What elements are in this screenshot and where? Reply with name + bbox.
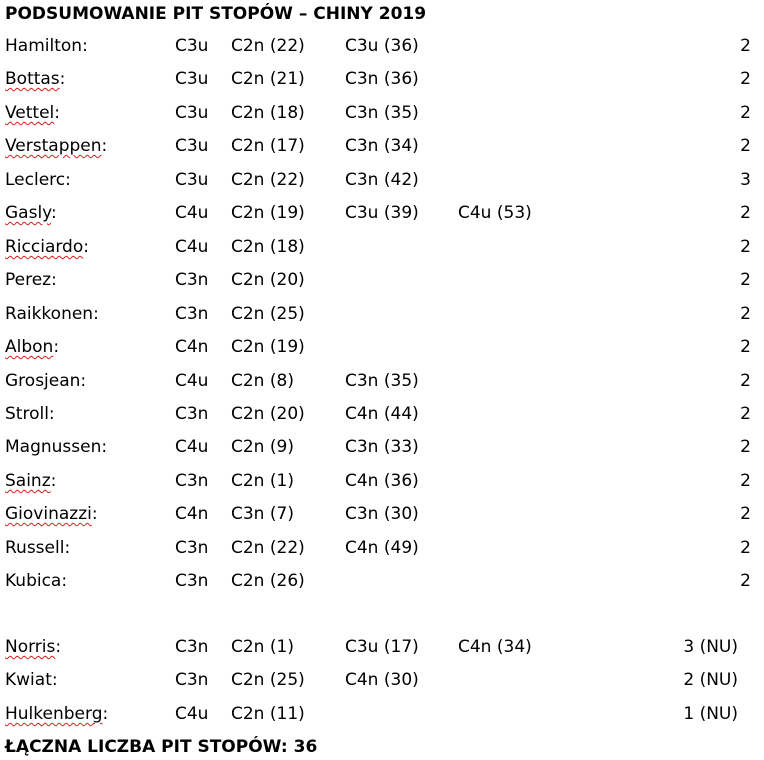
- driver-name-text: Kubica: [5, 571, 62, 591]
- driver-name-colon: :: [50, 471, 57, 491]
- stint-2: C2n (1): [231, 637, 294, 657]
- driver-name: [5, 469, 56, 493]
- driver-name-colon: :: [102, 704, 109, 724]
- stop-count: 2: [740, 136, 751, 156]
- driver-row: [5, 268, 757, 292]
- stop-count: 3: [740, 170, 751, 190]
- stint-2: C2n (18): [231, 237, 305, 257]
- driver-name: [5, 435, 107, 459]
- driver-name-text: Albon: [5, 337, 54, 357]
- stop-count: 2: [740, 203, 751, 223]
- driver-name: [5, 302, 99, 326]
- driver-name: [5, 402, 55, 426]
- driver-name: [5, 168, 71, 192]
- driver-name-text: Sainz: [5, 471, 51, 491]
- driver-row: [5, 101, 757, 125]
- driver-row: [5, 469, 757, 493]
- driver-name-text: Grosjean: [5, 371, 81, 391]
- compound-start: C3u: [175, 36, 209, 56]
- driver-name-text: Norris: [5, 637, 56, 657]
- stop-count: 2: [740, 237, 751, 257]
- stint-3: C3n (34): [345, 136, 419, 156]
- driver-row: [5, 702, 757, 726]
- driver-row: [5, 134, 757, 158]
- stop-count: 2: [740, 36, 751, 56]
- driver-name-colon: :: [55, 637, 62, 657]
- stint-3: C3n (35): [345, 371, 419, 391]
- stint-2: C2n (18): [231, 103, 305, 123]
- stint-2: C2n (11): [231, 704, 305, 724]
- driver-name-colon: :: [59, 69, 66, 89]
- driver-name-colon: :: [91, 504, 98, 524]
- compound-start: C4u: [175, 371, 209, 391]
- stint-2: C2n (26): [231, 571, 305, 591]
- document-title: PODSUMOWANIE PIT STOPÓW – CHINY 2019: [5, 4, 427, 24]
- stop-count: 3 (NU): [683, 637, 738, 657]
- document-page: [5, 0, 757, 760]
- driver-row: [5, 402, 757, 426]
- total-pit-stops: ŁĄCZNA LICZBA PIT STOPÓW: 36: [5, 737, 318, 757]
- driver-row: [5, 536, 757, 560]
- driver-name: [5, 702, 108, 726]
- compound-start: C4n: [175, 337, 209, 357]
- driver-name-text: Verstappen: [5, 136, 102, 156]
- driver-name: [5, 235, 89, 259]
- driver-name-text: Giovinazzi: [5, 504, 92, 524]
- compound-start: C3u: [175, 136, 209, 156]
- driver-name: [5, 34, 88, 58]
- driver-name: [5, 101, 60, 125]
- driver-row: [5, 302, 757, 326]
- compound-start: C3u: [175, 69, 209, 89]
- driver-name-text: Perez: [5, 270, 52, 290]
- driver-name: [5, 134, 107, 158]
- driver-name-colon: :: [83, 237, 89, 257]
- driver-name: [5, 335, 59, 359]
- driver-name-colon: :: [51, 670, 58, 690]
- driver-name-text: Leclerc: [5, 170, 66, 190]
- driver-row: [5, 435, 757, 459]
- driver-name: [5, 201, 57, 225]
- compound-start: C3u: [175, 170, 209, 190]
- stint-3: C3n (35): [345, 103, 419, 123]
- stop-count: 2: [740, 437, 751, 457]
- compound-start: C4u: [175, 237, 209, 257]
- stint-3: C4n (30): [345, 670, 419, 690]
- driver-row: [5, 335, 757, 359]
- stint-3: C3n (30): [345, 504, 419, 524]
- driver-name-text: Hulkenberg: [5, 704, 103, 724]
- driver-name: [5, 502, 98, 526]
- driver-name-text: Vettel: [5, 103, 55, 123]
- stop-count: 2: [740, 571, 751, 591]
- driver-name-colon: :: [48, 404, 55, 424]
- driver-row: [5, 67, 757, 91]
- stint-2: C3n (7): [231, 504, 294, 524]
- stop-count: 2: [740, 371, 751, 391]
- driver-name-text: Gasly: [5, 203, 51, 223]
- compound-start: C4u: [175, 704, 209, 724]
- stint-2: C2n (9): [231, 437, 294, 457]
- driver-name-text: Hamilton: [5, 36, 83, 56]
- driver-name: [5, 536, 70, 560]
- compound-start: C3n: [175, 637, 209, 657]
- stint-2: C2n (1): [231, 471, 294, 491]
- stop-count: 2: [740, 404, 751, 424]
- driver-row: [5, 569, 757, 593]
- stop-count: 1 (NU): [683, 704, 738, 724]
- stint-2: C2n (25): [231, 670, 305, 690]
- driver-row: [5, 34, 757, 58]
- stint-3: C3u (17): [345, 637, 419, 657]
- stop-count: 2: [740, 69, 751, 89]
- stint-2: C2n (20): [231, 270, 305, 290]
- driver-name-colon: :: [80, 371, 87, 391]
- stop-count: 2: [740, 270, 751, 290]
- stint-3: C4n (49): [345, 538, 419, 558]
- driver-name-text: Kwiat: [5, 670, 52, 690]
- driver-name-colon: :: [93, 304, 99, 324]
- stint-2: C2n (25): [231, 304, 305, 324]
- driver-name-colon: :: [101, 136, 108, 156]
- stint-3: C3n (33): [345, 437, 419, 457]
- driver-name-colon: :: [65, 170, 71, 190]
- stint-4: C4n (34): [458, 637, 532, 657]
- stint-2: C2n (19): [231, 337, 305, 357]
- compound-start: C3n: [175, 538, 209, 558]
- driver-name-text: Russell: [5, 538, 65, 558]
- compound-start: C3u: [175, 103, 209, 123]
- driver-name: [5, 268, 57, 292]
- driver-name-text: Raikkonen: [5, 304, 94, 324]
- driver-name-text: Bottas: [5, 69, 60, 89]
- driver-name: [5, 67, 65, 91]
- compound-start: C4u: [175, 203, 209, 223]
- stint-2: C2n (20): [231, 404, 305, 424]
- stop-count: 2: [740, 471, 751, 491]
- driver-name-text: Stroll: [5, 404, 49, 424]
- driver-name-colon: :: [61, 571, 68, 591]
- stint-2: C2n (8): [231, 371, 294, 391]
- stint-2: C2n (21): [231, 69, 305, 89]
- driver-row: [5, 369, 757, 393]
- stint-2: C2n (19): [231, 203, 305, 223]
- driver-row: [5, 668, 757, 692]
- compound-start: C4n: [175, 504, 209, 524]
- stint-2: C2n (17): [231, 136, 305, 156]
- compound-start: C3n: [175, 471, 209, 491]
- driver-row: [5, 502, 757, 526]
- stint-2: C2n (22): [231, 36, 305, 56]
- driver-name-text: Magnussen: [5, 437, 102, 457]
- stop-count: 2: [740, 304, 751, 324]
- stint-3: C3n (42): [345, 170, 419, 190]
- compound-start: C3n: [175, 571, 209, 591]
- driver-name-colon: :: [53, 337, 60, 357]
- stint-3: C4n (36): [345, 471, 419, 491]
- driver-name: [5, 569, 67, 593]
- stint-4: C4u (53): [458, 203, 532, 223]
- driver-row: [5, 235, 757, 259]
- compound-start: C4u: [175, 437, 209, 457]
- stint-3: C3u (36): [345, 36, 419, 56]
- driver-row: [5, 168, 757, 192]
- compound-start: C3n: [175, 304, 209, 324]
- stint-3: C3u (39): [345, 203, 419, 223]
- driver-row: [5, 201, 757, 225]
- driver-name-colon: :: [64, 538, 71, 558]
- driver-row: [5, 635, 757, 659]
- driver-name-colon: :: [82, 36, 88, 56]
- stop-count: 2: [740, 504, 751, 524]
- stint-2: C2n (22): [231, 538, 305, 558]
- stint-3: C3n (36): [345, 69, 419, 89]
- driver-name-colon: :: [51, 203, 57, 223]
- compound-start: C3n: [175, 670, 209, 690]
- driver-name-colon: :: [51, 270, 57, 290]
- compound-start: C3n: [175, 404, 209, 424]
- driver-name-colon: :: [54, 103, 61, 123]
- driver-name: [5, 668, 58, 692]
- stop-count: 2: [740, 538, 751, 558]
- stint-3: C4n (44): [345, 404, 419, 424]
- driver-name-colon: :: [101, 437, 108, 457]
- driver-name-text: Ricciardo: [5, 237, 84, 257]
- driver-name: [5, 369, 86, 393]
- stop-count: 2 (NU): [683, 670, 738, 690]
- stint-2: C2n (22): [231, 170, 305, 190]
- driver-name: [5, 635, 61, 659]
- stop-count: 2: [740, 337, 751, 357]
- stop-count: 2: [740, 103, 751, 123]
- compound-start: C3n: [175, 270, 209, 290]
